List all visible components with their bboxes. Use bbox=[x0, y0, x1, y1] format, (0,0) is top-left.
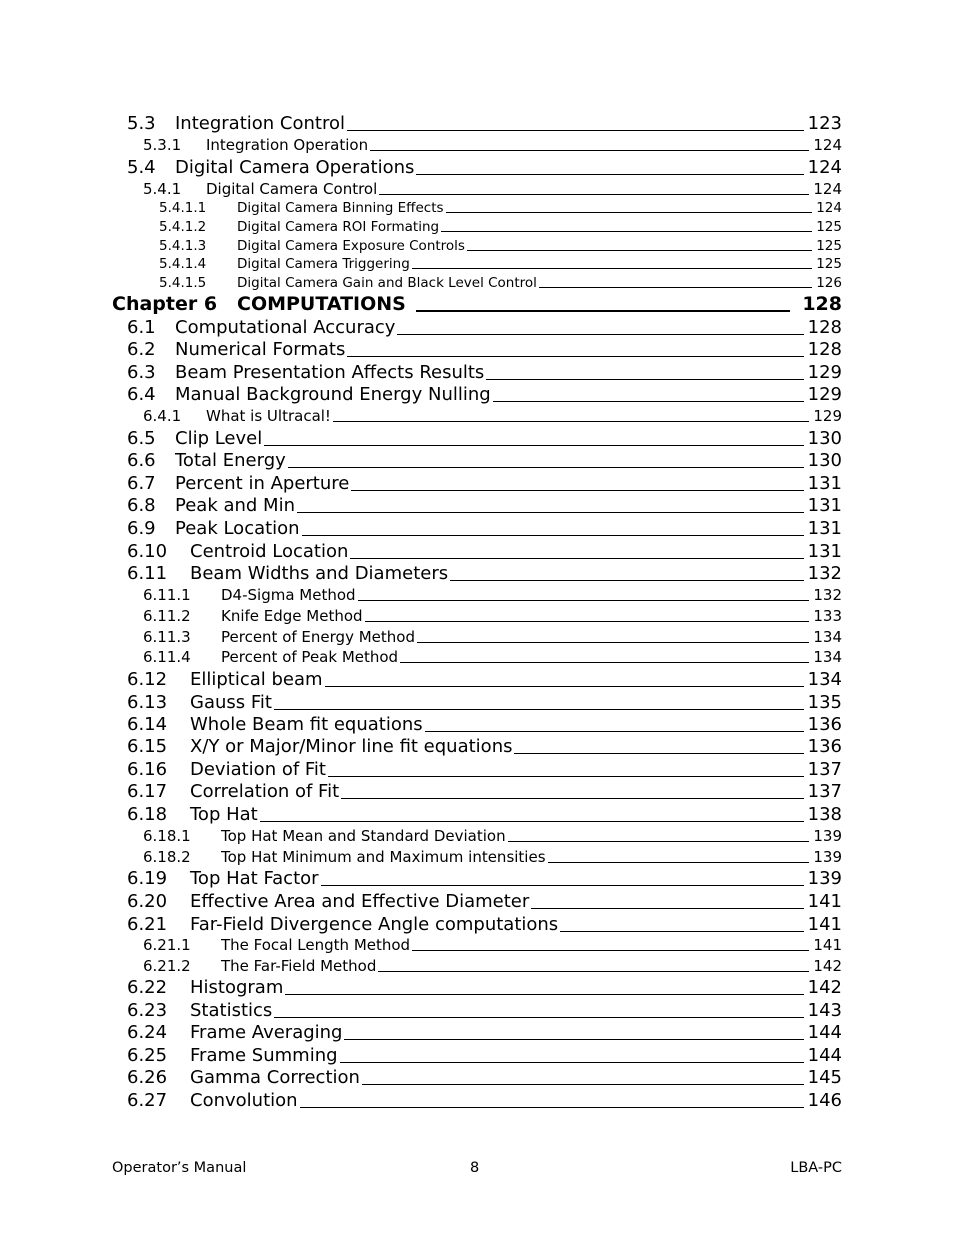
toc-entry-title: Percent of Peak Method bbox=[221, 648, 399, 666]
toc-entry-page: 130 bbox=[807, 428, 842, 449]
toc-leader-line bbox=[397, 334, 803, 335]
toc-entry-title: Top Hat Minimum and Maximum intensities bbox=[221, 848, 546, 866]
toc-entry-number: 6.21.2 bbox=[143, 957, 191, 975]
toc-entry[interactable] bbox=[127, 157, 842, 178]
toc-entry-number: 6.6 bbox=[127, 450, 156, 471]
toc-entry-number: 6.4 bbox=[127, 384, 156, 405]
toc-leader-line bbox=[400, 662, 809, 663]
toc-entry-title: Manual Background Energy Nulling bbox=[175, 384, 491, 405]
toc-entry-page: 137 bbox=[807, 781, 842, 802]
toc-entry[interactable] bbox=[143, 957, 842, 975]
toc-entry[interactable] bbox=[127, 891, 842, 912]
toc-entry-page: 131 bbox=[807, 495, 842, 516]
toc-entry[interactable] bbox=[159, 256, 842, 272]
toc-entry-page: 131 bbox=[807, 541, 842, 562]
toc-entry[interactable] bbox=[127, 914, 842, 935]
toc-entry-title: Centroid Location bbox=[190, 541, 349, 562]
toc-entry-title: Total Energy bbox=[175, 450, 286, 471]
toc-entry-page: 137 bbox=[807, 759, 842, 780]
toc-entry-page: 145 bbox=[807, 1067, 842, 1088]
toc-entry-page: 124 bbox=[807, 157, 842, 178]
toc-leader-line bbox=[340, 1062, 804, 1063]
toc-leader-line bbox=[514, 753, 803, 754]
toc-leader-line bbox=[365, 621, 810, 622]
toc-leader-line bbox=[412, 268, 812, 269]
toc-entry[interactable] bbox=[127, 868, 842, 889]
toc-entry-page: 129 bbox=[807, 362, 842, 383]
toc-entry-number: 6.26 bbox=[127, 1067, 168, 1088]
toc-entry[interactable] bbox=[127, 977, 842, 998]
toc-entry-number: 6.5 bbox=[127, 428, 156, 449]
toc-entry[interactable] bbox=[143, 407, 842, 425]
toc-entry[interactable] bbox=[127, 450, 842, 471]
toc-entry-title: D4-Sigma Method bbox=[221, 586, 356, 604]
toc-leader-line bbox=[325, 686, 804, 687]
toc-entry-title: Gauss Fit bbox=[190, 692, 272, 713]
toc-leader-line bbox=[344, 1039, 803, 1040]
toc-entry-number: 5.4.1.5 bbox=[159, 275, 207, 291]
footer-right: LBA-PC bbox=[790, 1160, 842, 1176]
toc-entry-title: Frame Summing bbox=[190, 1045, 338, 1066]
toc-entry[interactable] bbox=[127, 495, 842, 516]
toc-entry-number: 6.24 bbox=[127, 1022, 168, 1043]
toc-entry-number: 6.25 bbox=[127, 1045, 168, 1066]
toc-entry[interactable] bbox=[143, 936, 842, 954]
toc-entry-number: 5.3.1 bbox=[143, 136, 182, 154]
toc-entry[interactable] bbox=[127, 362, 842, 383]
toc-entry-title: Computational Accuracy bbox=[175, 317, 396, 338]
toc-entry-number: 6.10 bbox=[127, 541, 168, 562]
toc-entry[interactable] bbox=[127, 692, 842, 713]
toc-entry-number: 5.4.1.4 bbox=[159, 256, 207, 272]
toc-entry-title: COMPUTATIONS bbox=[237, 293, 406, 315]
toc-entry-page: 141 bbox=[807, 891, 842, 912]
toc-entry-title: Percent of Energy Method bbox=[221, 628, 415, 646]
toc-entry-title: Whole Beam fit equations bbox=[190, 714, 423, 735]
toc-entry-title: Far-Field Divergence Angle computations bbox=[190, 914, 559, 935]
toc-entry-page: 144 bbox=[807, 1022, 842, 1043]
toc-entry-number: 5.4.1.2 bbox=[159, 219, 207, 235]
toc-entry-page: 126 bbox=[816, 275, 842, 291]
toc-entry-number: 6.7 bbox=[127, 473, 156, 494]
toc-entry-page: 134 bbox=[813, 628, 842, 646]
toc-entry[interactable] bbox=[127, 317, 842, 338]
toc-entry-title: The Far-Field Method bbox=[221, 957, 377, 975]
toc-entry-number: 5.4.1.1 bbox=[159, 200, 207, 216]
toc-leader-line bbox=[379, 194, 809, 195]
toc-entry-title: Deviation of Fit bbox=[190, 759, 326, 780]
toc-leader-line bbox=[288, 467, 804, 468]
toc-entry-number: 6.13 bbox=[127, 692, 168, 713]
toc-entry-number: 6.18.2 bbox=[143, 848, 191, 866]
toc-entry-page: 135 bbox=[807, 692, 842, 713]
toc-entry-title: Integration Control bbox=[175, 113, 345, 134]
toc-entry-title: Knife Edge Method bbox=[221, 607, 363, 625]
toc-entry-title: Peak and Min bbox=[175, 495, 295, 516]
toc-entry-page: 133 bbox=[813, 607, 842, 625]
toc-entry[interactable] bbox=[127, 804, 842, 825]
toc-entry-page: 124 bbox=[816, 200, 842, 216]
toc-entry-title: Statistics bbox=[190, 1000, 273, 1021]
toc-entry-page: 130 bbox=[807, 450, 842, 471]
toc-entry-number: 6.18.1 bbox=[143, 827, 191, 845]
toc-entry-title: Beam Widths and Diameters bbox=[190, 563, 449, 584]
toc-entry-number: 5.4.1 bbox=[143, 180, 182, 198]
toc-leader-line bbox=[446, 212, 813, 213]
toc-entry-title: Numerical Formats bbox=[175, 339, 346, 360]
toc-entry-page: 136 bbox=[807, 736, 842, 757]
toc-entry-number: 6.11.1 bbox=[143, 586, 191, 604]
toc-entry-page: 139 bbox=[813, 827, 842, 845]
toc-leader-line bbox=[493, 401, 804, 402]
toc-leader-line bbox=[351, 490, 803, 491]
toc-entry-page: 143 bbox=[807, 1000, 842, 1021]
toc-entry[interactable] bbox=[127, 473, 842, 494]
toc-entry-page: 146 bbox=[807, 1090, 842, 1111]
toc-entry-page: 132 bbox=[813, 586, 842, 604]
toc-entry-title: Integration Operation bbox=[206, 136, 369, 154]
toc-entry-title: Digital Camera Binning Effects bbox=[237, 200, 444, 216]
toc-leader-line bbox=[560, 931, 803, 932]
toc-entry-number: 6.20 bbox=[127, 891, 168, 912]
toc-entry[interactable] bbox=[127, 1090, 842, 1111]
toc-entry-title: Top Hat Factor bbox=[190, 868, 319, 889]
toc-entry[interactable] bbox=[159, 200, 842, 216]
toc-entry[interactable] bbox=[127, 759, 842, 780]
toc-entry-title: Frame Averaging bbox=[190, 1022, 343, 1043]
toc-entry-number: 6.17 bbox=[127, 781, 168, 802]
toc-entry[interactable] bbox=[127, 518, 842, 539]
toc-leader-line bbox=[425, 731, 804, 732]
toc-entry-number: 6.8 bbox=[127, 495, 156, 516]
toc-leader-line bbox=[362, 1084, 804, 1085]
toc-entry-page: 125 bbox=[816, 219, 842, 235]
toc-entry-page: 124 bbox=[813, 180, 842, 198]
toc-entry-page: 141 bbox=[807, 914, 842, 935]
toc-entry-title: Effective Area and Effective Diameter bbox=[190, 891, 530, 912]
toc-leader-line bbox=[378, 971, 809, 972]
toc-leader-line bbox=[274, 709, 804, 710]
toc-leader-line bbox=[321, 885, 804, 886]
toc-leader-line bbox=[467, 250, 812, 251]
toc-entry-number: 6.14 bbox=[127, 714, 168, 735]
toc-entry-title: Digital Camera Control bbox=[206, 180, 378, 198]
toc-leader-line bbox=[508, 841, 810, 842]
toc-leader-line bbox=[417, 642, 809, 643]
toc-leader-line bbox=[416, 310, 790, 312]
toc-entry-page: 132 bbox=[807, 563, 842, 584]
toc-leader-line bbox=[264, 445, 803, 446]
toc-leader-line bbox=[297, 512, 804, 513]
toc-entry-title: What is Ultracal! bbox=[206, 407, 331, 425]
toc-entry-page: 142 bbox=[807, 977, 842, 998]
toc-entry[interactable] bbox=[127, 1067, 842, 1088]
toc-entry-page: 139 bbox=[813, 848, 842, 866]
footer-page-number: 8 bbox=[470, 1160, 480, 1176]
toc-leader-line bbox=[274, 1017, 803, 1018]
toc-leader-line bbox=[347, 356, 803, 357]
toc-leader-line bbox=[531, 908, 803, 909]
toc-leader-line bbox=[412, 950, 809, 951]
toc-entry-number: 5.3 bbox=[127, 113, 156, 134]
toc-entry-page: 131 bbox=[807, 473, 842, 494]
toc-entry-title: Digital Camera Triggering bbox=[237, 256, 410, 272]
toc-entry[interactable] bbox=[143, 848, 842, 866]
toc-entry-page: 134 bbox=[807, 669, 842, 690]
toc-entry-page: 129 bbox=[813, 407, 842, 425]
toc-leader-line bbox=[370, 150, 809, 151]
toc-entry[interactable] bbox=[127, 339, 842, 360]
toc-entry-title: Gamma Correction bbox=[190, 1067, 360, 1088]
toc-entry-title: The Focal Length Method bbox=[221, 936, 411, 954]
toc-entry-title: Peak Location bbox=[175, 518, 300, 539]
toc-entry-title: Beam Presentation Affects Results bbox=[175, 362, 485, 383]
toc-leader-line bbox=[260, 821, 804, 822]
toc-entry-number: 6.12 bbox=[127, 669, 168, 690]
toc-entry[interactable] bbox=[127, 428, 842, 449]
toc-entry[interactable] bbox=[143, 136, 842, 154]
toc-entry[interactable] bbox=[127, 1045, 842, 1066]
toc-entry[interactable] bbox=[143, 648, 842, 666]
toc-entry[interactable] bbox=[143, 607, 842, 625]
toc-entry[interactable] bbox=[127, 781, 842, 802]
toc-leader-line bbox=[548, 862, 810, 863]
toc-entry-number: 6.11.4 bbox=[143, 648, 191, 666]
toc-leader-line bbox=[539, 287, 812, 288]
toc-entry-page: 141 bbox=[813, 936, 842, 954]
toc-entry-number: 6.11.2 bbox=[143, 607, 191, 625]
toc-entry-title: Clip Level bbox=[175, 428, 263, 449]
toc-entry-number: 6.27 bbox=[127, 1090, 168, 1111]
toc-entry-number: 6.18 bbox=[127, 804, 168, 825]
toc-entry[interactable] bbox=[127, 541, 842, 562]
toc-entry-number: 6.22 bbox=[127, 977, 168, 998]
toc-entry[interactable] bbox=[127, 714, 842, 735]
toc-entry-page: 142 bbox=[813, 957, 842, 975]
toc-entry[interactable] bbox=[143, 586, 842, 604]
toc-entry-title: Convolution bbox=[190, 1090, 298, 1111]
toc-entry-number: 6.23 bbox=[127, 1000, 168, 1021]
toc-leader-line bbox=[302, 535, 804, 536]
toc-entry-page: 128 bbox=[807, 339, 842, 360]
toc-entry-number: 6.21 bbox=[127, 914, 168, 935]
toc-entry-page: 125 bbox=[816, 238, 842, 254]
toc-entry-number: 6.21.1 bbox=[143, 936, 191, 954]
toc-entry-number: 6.2 bbox=[127, 339, 156, 360]
toc-entry[interactable] bbox=[143, 628, 842, 646]
toc-entry-page: 125 bbox=[816, 256, 842, 272]
toc-entry[interactable] bbox=[127, 563, 842, 584]
toc-entry[interactable] bbox=[127, 736, 842, 757]
toc-entry-title: Digital Camera ROI Formating bbox=[237, 219, 440, 235]
toc-leader-line bbox=[441, 231, 812, 232]
toc-entry[interactable] bbox=[143, 180, 842, 198]
toc-entry-title: Histogram bbox=[190, 977, 284, 998]
toc-leader-line bbox=[416, 174, 803, 175]
toc-entry[interactable] bbox=[127, 1022, 842, 1043]
toc-entry-title: Elliptical beam bbox=[190, 669, 323, 690]
toc-entry[interactable] bbox=[127, 113, 842, 134]
toc-chapter-entry[interactable] bbox=[112, 293, 842, 315]
toc-entry-page: 136 bbox=[807, 714, 842, 735]
toc-entry-page: 124 bbox=[813, 136, 842, 154]
footer-left: Operator’s Manual bbox=[112, 1160, 247, 1176]
toc-entry-page: 138 bbox=[807, 804, 842, 825]
toc-leader-line bbox=[486, 379, 803, 380]
toc-entry-title: Digital Camera Gain and Black Level Control bbox=[237, 275, 537, 291]
toc-entry-number: 6.4.1 bbox=[143, 407, 182, 425]
toc-entry-title: Top Hat Mean and Standard Deviation bbox=[221, 827, 506, 845]
toc-entry-page: 129 bbox=[807, 384, 842, 405]
toc-entry-page: 128 bbox=[807, 317, 842, 338]
toc-entry[interactable] bbox=[143, 827, 842, 845]
toc-entry-page: 128 bbox=[802, 293, 842, 315]
toc-entry[interactable] bbox=[159, 275, 842, 291]
toc-entry-number: 6.15 bbox=[127, 736, 168, 757]
toc-entry-title: X/Y or Major/Minor line fit equations bbox=[190, 736, 513, 757]
toc-entry-number: 6.11 bbox=[127, 563, 168, 584]
toc-leader-line bbox=[341, 798, 803, 799]
toc-leader-line bbox=[358, 600, 810, 601]
toc-entry[interactable] bbox=[127, 384, 842, 405]
toc-entry[interactable] bbox=[159, 219, 842, 235]
toc-entry-number: 6.19 bbox=[127, 868, 168, 889]
toc-entry-title: Correlation of Fit bbox=[190, 781, 340, 802]
toc-leader-line bbox=[285, 994, 803, 995]
toc-entry-title: Digital Camera Exposure Controls bbox=[237, 238, 465, 254]
toc-entry[interactable] bbox=[127, 1000, 842, 1021]
toc-entry-number: 6.3 bbox=[127, 362, 156, 383]
toc-entry-number: 6.16 bbox=[127, 759, 168, 780]
toc-leader-line bbox=[300, 1107, 804, 1108]
toc-entry-title: Digital Camera Operations bbox=[175, 157, 415, 178]
toc-entry-title: Top Hat bbox=[190, 804, 258, 825]
toc-entry-number: 6.1 bbox=[127, 317, 156, 338]
toc-entry-number: Chapter 6 bbox=[112, 293, 218, 315]
toc-entry-page: 123 bbox=[807, 113, 842, 134]
toc-leader-line bbox=[450, 580, 804, 581]
toc-entry-page: 139 bbox=[807, 868, 842, 889]
toc-leader-line bbox=[350, 558, 803, 559]
toc-leader-line bbox=[347, 130, 804, 131]
toc-entry-title: Percent in Aperture bbox=[175, 473, 350, 494]
toc-entry-page: 144 bbox=[807, 1045, 842, 1066]
toc-entry-number: 5.4.1.3 bbox=[159, 238, 207, 254]
toc-leader-line bbox=[328, 776, 804, 777]
toc-entry[interactable] bbox=[159, 238, 842, 254]
toc-entry-number: 5.4 bbox=[127, 157, 156, 178]
toc-entry-number: 6.9 bbox=[127, 518, 156, 539]
toc-entry-number: 6.11.3 bbox=[143, 628, 191, 646]
toc-entry-page: 131 bbox=[807, 518, 842, 539]
toc-entry[interactable] bbox=[127, 669, 842, 690]
toc-leader-line bbox=[333, 421, 809, 422]
toc-entry-page: 134 bbox=[813, 648, 842, 666]
